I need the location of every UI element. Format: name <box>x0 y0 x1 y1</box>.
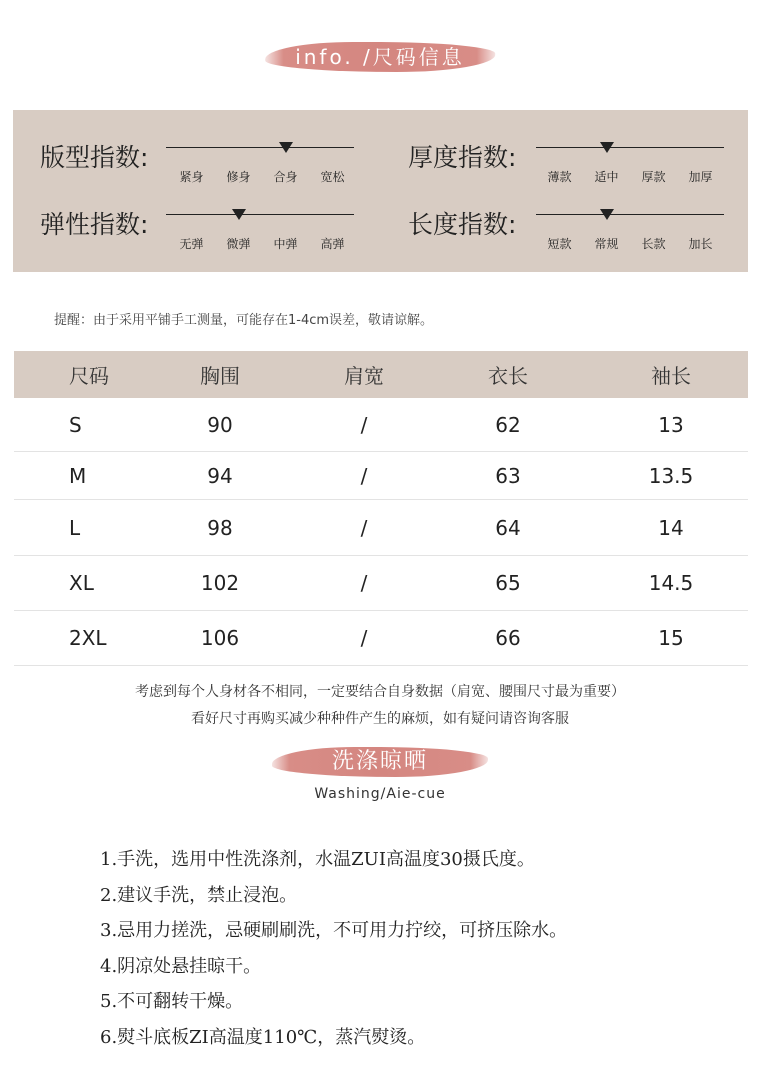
fit-index-title: 版型指数: <box>40 143 149 172</box>
index-panel <box>13 110 748 272</box>
cell-chest: 106 <box>200 626 240 650</box>
care-item: 6.熨斗底板ZI高温度110℃，蒸汽熨烫。 <box>100 1026 426 1048</box>
cell-sleeve: 14.5 <box>648 571 694 595</box>
length-index-marker <box>600 209 614 220</box>
length-index-scale <box>536 214 724 215</box>
length-option: 长款 <box>641 237 666 251</box>
cell-size: L <box>69 515 81 540</box>
fit-option: 修身 <box>226 170 251 184</box>
thickness-index-marker <box>600 142 614 153</box>
header-length: 衣长 <box>488 364 528 388</box>
table-row <box>14 500 748 556</box>
info-banner-title: info. /尺码信息 <box>265 40 495 74</box>
size-table <box>14 351 748 666</box>
length-index-title: 长度指数: <box>408 210 517 239</box>
info-banner <box>265 40 495 74</box>
cell-shoulder: / <box>360 412 368 437</box>
cell-length: 64 <box>495 515 521 540</box>
fit-option: 紧身 <box>179 170 204 184</box>
table-row <box>14 556 748 611</box>
cell-shoulder: / <box>360 571 368 595</box>
size-note-2: 看好尺寸再购买减少种种件产生的麻烦，如有疑问请咨询客服 <box>191 711 569 727</box>
header-shoulder: 肩宽 <box>344 364 384 388</box>
thickness-index-title: 厚度指数: <box>408 143 517 172</box>
washing-subtitle: Washing/Aie-cue <box>314 786 446 802</box>
elasticity-option: 无弹 <box>179 237 204 251</box>
elasticity-index-marker <box>232 209 246 220</box>
thickness-option: 加厚 <box>688 170 713 184</box>
size-note-1: 考虑到每个人身材各不相同，一定要结合自身数据（肩宽、腰围尺寸最为重要） <box>135 684 625 700</box>
cell-shoulder: / <box>360 463 368 488</box>
fit-option: 合身 <box>273 170 298 184</box>
cell-length: 66 <box>495 626 521 650</box>
cell-sleeve: 14 <box>658 515 684 540</box>
cell-size: XL <box>69 571 94 595</box>
fit-index-scale <box>166 147 354 148</box>
header-sleeve: 袖长 <box>651 364 691 388</box>
fit-index-marker <box>279 142 293 153</box>
care-item: 5.不可翻转干燥。 <box>100 991 244 1012</box>
header-chest: 胸围 <box>200 364 240 388</box>
elasticity-option: 微弹 <box>226 237 251 251</box>
fit-option: 宽松 <box>320 170 345 184</box>
cell-size: 2XL <box>69 626 107 650</box>
cell-chest: 94 <box>207 463 233 488</box>
length-option: 常规 <box>594 237 619 251</box>
elasticity-option: 中弹 <box>273 237 298 251</box>
cell-sleeve: 13.5 <box>648 463 694 488</box>
elasticity-option: 高弹 <box>320 237 345 251</box>
cell-length: 62 <box>495 412 521 437</box>
cell-shoulder: / <box>360 626 368 650</box>
care-item: 2.建议手洗，禁止浸泡。 <box>100 884 298 906</box>
cell-chest: 98 <box>207 515 233 540</box>
washing-banner-title: 洗涤晾晒 <box>272 745 488 779</box>
thickness-index <box>408 130 738 190</box>
cell-chest: 90 <box>207 412 233 437</box>
thickness-option: 适中 <box>594 170 619 184</box>
cell-sleeve: 15 <box>658 626 684 650</box>
thickness-option: 薄款 <box>547 170 572 184</box>
thickness-index-scale <box>536 147 724 148</box>
table-row <box>14 398 748 452</box>
measurement-reminder: 提醒：由于采用平铺手工测量，可能存在1-4cm误差，敬请谅解。 <box>54 313 434 328</box>
thickness-option: 厚款 <box>641 170 666 184</box>
care-item: 4.阴凉处悬挂晾干。 <box>100 955 262 977</box>
cell-length: 65 <box>495 571 521 595</box>
cell-chest: 102 <box>200 571 240 595</box>
cell-length: 63 <box>495 463 521 488</box>
washing-banner <box>272 745 488 779</box>
care-item: 3.忌用力搓洗，忌硬刷刷洗，不可用力拧绞，可挤压除水。 <box>100 920 568 941</box>
length-option: 加长 <box>688 237 713 251</box>
header-size: 尺码 <box>69 364 109 388</box>
elasticity-index <box>40 197 370 257</box>
table-row <box>14 611 748 666</box>
care-item: 1.手洗，选用中性洗涤剂，水温ZUI高温度30摄氏度。 <box>100 849 535 870</box>
cell-shoulder: / <box>360 515 368 540</box>
cell-sleeve: 13 <box>658 412 684 437</box>
elasticity-index-title: 弹性指数: <box>40 210 149 239</box>
cell-size: S <box>69 412 82 437</box>
length-option: 短款 <box>547 237 572 251</box>
table-header <box>14 351 748 398</box>
cell-size: M <box>69 463 87 488</box>
length-index <box>408 197 738 257</box>
fit-index <box>40 130 370 190</box>
elasticity-index-scale <box>166 214 354 215</box>
care-instructions <box>100 845 567 1058</box>
table-row <box>14 452 748 500</box>
